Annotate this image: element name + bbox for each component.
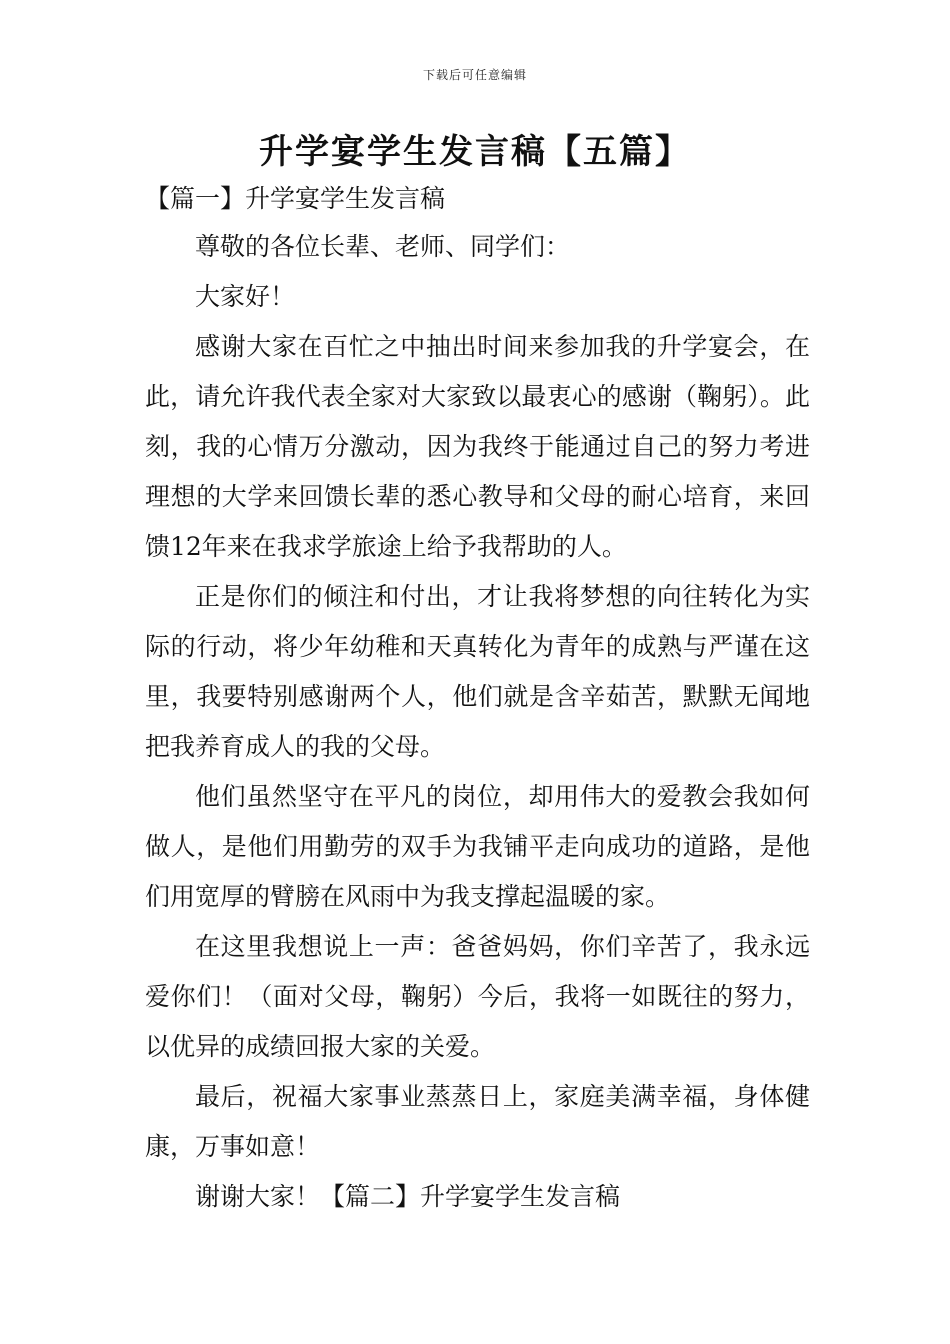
paragraph-greeting: 大家好！: [195, 282, 296, 311]
closing-text: 谢谢大家！: [195, 1182, 321, 1211]
paragraph-parents: 他们虽然坚守在平凡的岗位，却用伟大的爱教会我如何做人，是他们用勤劳的双手为我铺平走向成功的道路，是他们用宽厚的臂膀在风雨中为我支撑起温暖的家。: [145, 782, 810, 911]
section-heading-2: 【篇二】升学宴学生发言稿: [320, 1182, 621, 1211]
paragraph-blessing: 最后，祝福大家事业蒸蒸日上，家庭美满幸福，身体健康，万事如意！: [145, 1082, 810, 1161]
document-body: [145, 176, 810, 1222]
paragraph-salutation: 尊敬的各位长辈、老师、同学们：: [195, 232, 571, 261]
paragraph-closing: [145, 1172, 810, 1222]
paragraph-thanks: 感谢大家在百忙之中抽出时间来参加我的升学宴会，在此，请允许我代表全家对大家致以最衷心的感谢（鞠躬）。此刻，我的心情万分激动，因为我终于能通过自己的努力考进理想的大学来回馈长辈的悉心教导和父母的耐心培育，来回馈12年来在我求学旅途上给予我帮助的人。: [145, 332, 810, 561]
paragraph-dedication: 正是你们的倾注和付出，才让我将梦想的向往转化为实际的行动，将少年幼稚和天真转化为青年的成熟与严谨在这里，我要特别感谢两个人，他们就是含辛茹苦，默默无闻地把我养育成人的我的父母。: [145, 582, 810, 761]
document-title: 升学宴学生发言稿【五篇】: [259, 132, 691, 172]
paragraph-gratitude: 在这里我想说上一声：爸爸妈妈，你们辛苦了，我永远爱你们！（面对父母，鞠躬）今后，我将一如既往的努力，以优异的成绩回报大家的关爱。: [145, 932, 810, 1061]
section-heading-1: 【篇一】升学宴学生发言稿: [145, 184, 446, 213]
page-header-note: 下载后可任意编辑: [422, 68, 527, 82]
